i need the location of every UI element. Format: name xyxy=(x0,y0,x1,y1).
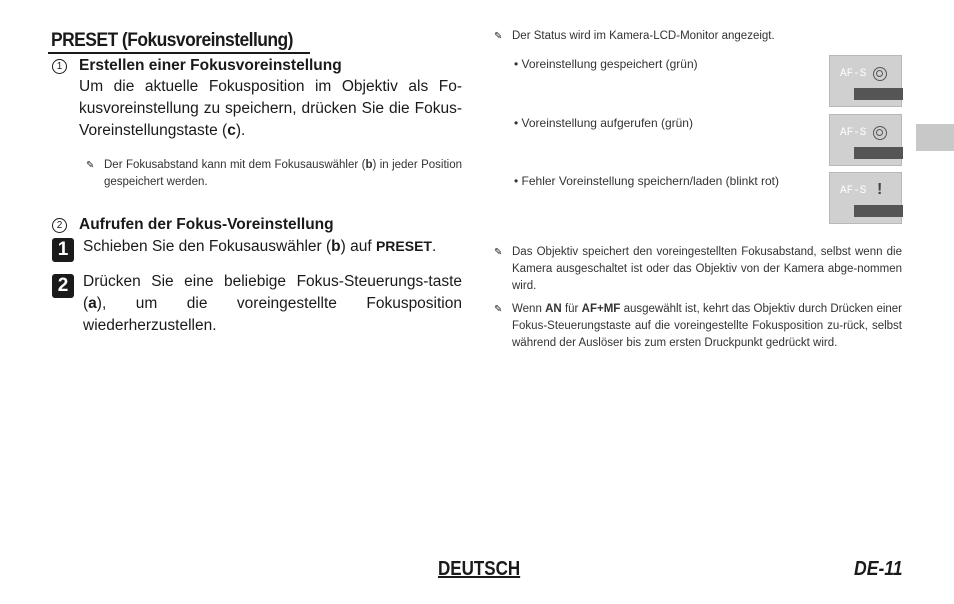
note-icon: ✎ xyxy=(494,304,503,315)
key-letter: c xyxy=(227,122,236,139)
section2-header xyxy=(52,216,334,234)
note-icon: ✎ xyxy=(494,247,503,258)
note-icon: ✎ xyxy=(86,160,95,171)
preset-ring-icon xyxy=(873,67,887,81)
display-bar xyxy=(854,205,903,217)
af-mf-note: Wenn AN für AF+MF ausgewählt ist, kehrt das Objektiv durch Drücken einer Fokus-Steuerungstaste auf die voreingestellte Fokusposition zu-rück, selbst während der Auslöser bis zum ersten Druckpunkt gedrückt wird. xyxy=(512,303,903,349)
lcd-display-error: AF-S ! xyxy=(829,172,902,224)
state-label-saved: • Voreinstellung gespeichert (grün) xyxy=(514,57,698,71)
section-number-badge: 1 xyxy=(52,59,67,74)
chapter-tab xyxy=(916,124,954,151)
section2-heading: Aufrufen der Fokus-Voreinstellung xyxy=(79,216,334,233)
preset-mode-label: PRESET xyxy=(375,238,432,254)
memory-note: Das Objektiv speichert den voreingestellten Fokusabstand, selbst wenn die Kamera ausgeschaltet ist oder das Objektiv von der Kamera abge-nommen wird. xyxy=(512,246,902,292)
lcd-display-recalled: AF-S xyxy=(829,114,902,166)
display-bar xyxy=(854,88,903,100)
preset-ring-icon xyxy=(873,126,887,140)
exclamation-icon: ! xyxy=(877,181,883,198)
page-title: PRESET (Fokusvoreinstellung) xyxy=(51,30,293,51)
state-label-recalled: • Voreinstellung aufgerufen (grün) xyxy=(514,116,693,130)
footer-language: DEUTSCH xyxy=(438,558,521,580)
section1-header xyxy=(52,57,342,75)
step-badge-2: 2 xyxy=(52,274,74,298)
display-bar xyxy=(854,147,903,159)
step-badge-1: 1 xyxy=(52,238,74,262)
state-label-error: • Fehler Voreinstellung speichern/laden (blinkt rot) xyxy=(514,174,780,188)
note-icon: ✎ xyxy=(494,31,503,42)
step1-text: Schieben Sie den Fokusauswähler (b) auf PRESET. xyxy=(83,238,437,255)
section1-text: Um die aktuelle Fokusposition im Objektiv als Fo-kusvoreinstellung zu speichern, drücken Sie die Fokus-Voreinstellungstaste (c). xyxy=(79,78,462,139)
title-underline xyxy=(48,52,310,54)
lcd-display-saved: AF-S xyxy=(829,55,902,107)
section1-note: Der Fokusabstand kann mit dem Fokusauswähler (b) in jeder Position gespeichert werden. xyxy=(104,159,462,188)
step2-text: Drücken Sie eine beliebige Fokus-Steuerungs-taste (a), um die voreingestellte Fokusposition wiederherzustellen. xyxy=(83,273,462,334)
page-number: DE-11 xyxy=(854,558,903,580)
section1-heading: Erstellen einer Fokusvoreinstellung xyxy=(79,57,342,74)
section-number-badge: 2 xyxy=(52,218,67,233)
status-note: Der Status wird im Kamera-LCD-Monitor angezeigt. xyxy=(512,30,775,42)
